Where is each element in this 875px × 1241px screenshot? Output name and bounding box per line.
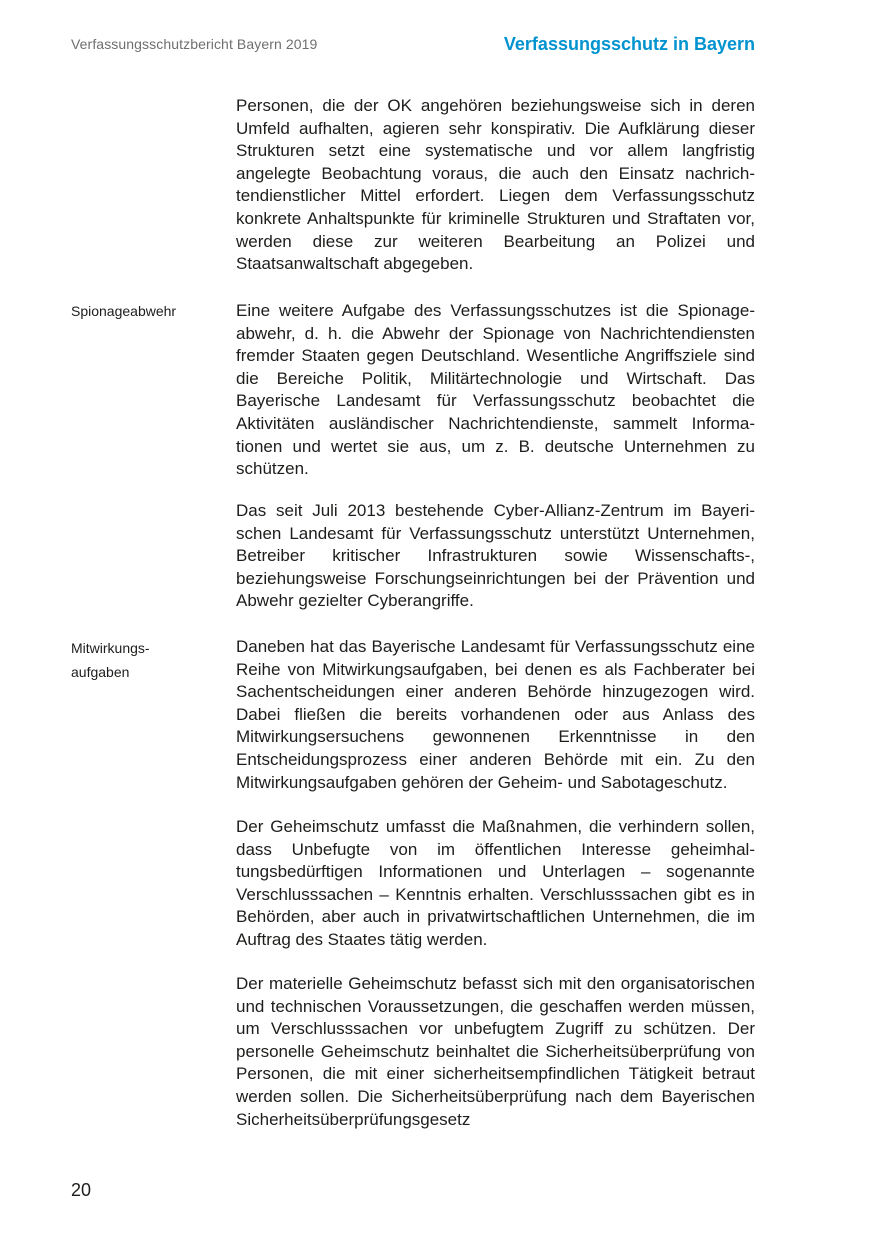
page-number: 20 — [71, 1180, 92, 1200]
paragraph-cyber-allianz: Das seit Juli 2013 bestehende Cyber-Allianz-Zentrum im Bayerischen Landesamt für Verfassungsschutz unterstützt Unternehmen, Betreiber kritischer Infrastrukturen sowie Wissenschafts-, beziehungsweise Forschungseinrichtungen bei der Prävention und Abwehr gezielter Cyberangriffe. — [236, 501, 755, 611]
paragraph-ok-strukturen: Personen, die der OK angehören beziehungsweise sich in deren Umfeld aufhalten, agieren sehr konspirativ. Die Aufklärung dieser Strukturen setzt eine systematische und vor allem langfristig angelegte Beobachtung voraus, die auch den Einsatz nachrichtendienstlicher Mittel erfordert. Liegen dem Verfassungsschutz konkrete Anhaltspunkte für kriminelle Strukturen und Straftaten vor, werden diese zur weiteren Bearbeitung an Polizei und Staatsanwaltschaft abgegeben. — [236, 96, 755, 274]
section-title: Verfassungsschutz in Bayern — [503, 34, 755, 54]
paragraph-geheimschutz: Der Geheimschutz umfasst die Maßnahmen, die verhindern sollen, dass Unbefugte von im öffentlichen Interesse geheimhaltungsbedürftigen Informationen und Unterlagen – sogenannte Verschlusssachen – Kenntnis erhalten. Verschlusssachen gibt es in Behörden, aber auch in privatwirtschaftlichen Unternehmen, die im Auftrag des Staates tätig werden. — [236, 817, 755, 949]
margin-note-spionageabwehr: Spionageabwehr — [71, 303, 177, 319]
margin-note-mitwirkungsaufgaben — [71, 636, 150, 684]
paragraph-spionageabwehr: Eine weitere Aufgabe des Verfassungsschutzes ist die Spionageabwehr, d. h. die Abwehr der Spionage von Nachrichtendiensten fremder Staaten gegen Deutschland. Wesentliche Angriffsziele sind die Bereiche Politik, Militärtechnologie und Wirtschaft. Das Bayerische Landesamt für Verfassungsschutz beobachtet die Aktivitäten ausländischer Nachrichtendienste, sammelt Informationen und wertet sie aus, um z. B. deutsche Unternehmen zu schützen. — [236, 301, 755, 479]
paragraph-mitwirkungsaufgaben: Daneben hat das Bayerische Landesamt für Verfassungsschutz eine Reihe von Mitwirkungsaufgaben, bei denen es als Fachberater bei Sachentscheidungen einer anderen Behörde hinzugezogen wird. Dabei fließen die bereits vorhandenen oder aus Anlass des Mitwirkungsersuchens gewonnenen Erkenntnisse in den Entscheidungsprozess einer anderen Behörde mit ein. Zu den Mitwirkungsaufgaben gehören der Geheim- und Sabotageschutz. — [236, 637, 755, 792]
running-header-title: Verfassungsschutzbericht Bayern 2019 — [71, 36, 318, 52]
paragraph-materieller-geheimschutz: Der materielle Geheimschutz befasst sich mit den organisatorischen und technischen Voraussetzungen, die geschaffen werden müssen, um Verschlusssachen vor unbefugtem Zugriff zu schützen. Der personelle Geheimschutz beinhaltet die Sicherheitsüberprüfung von Personen, die mit einer sicherheitsempfindlichen Tätigkeit betraut werden sollen. Die Sicherheitsüberprüfung nach dem Bayerischen Sicherheitsüberprüfungsgesetz — [236, 974, 755, 1129]
margin-note-line: aufgaben — [71, 664, 130, 680]
margin-note-line: Mitwirkungs- — [71, 640, 150, 656]
